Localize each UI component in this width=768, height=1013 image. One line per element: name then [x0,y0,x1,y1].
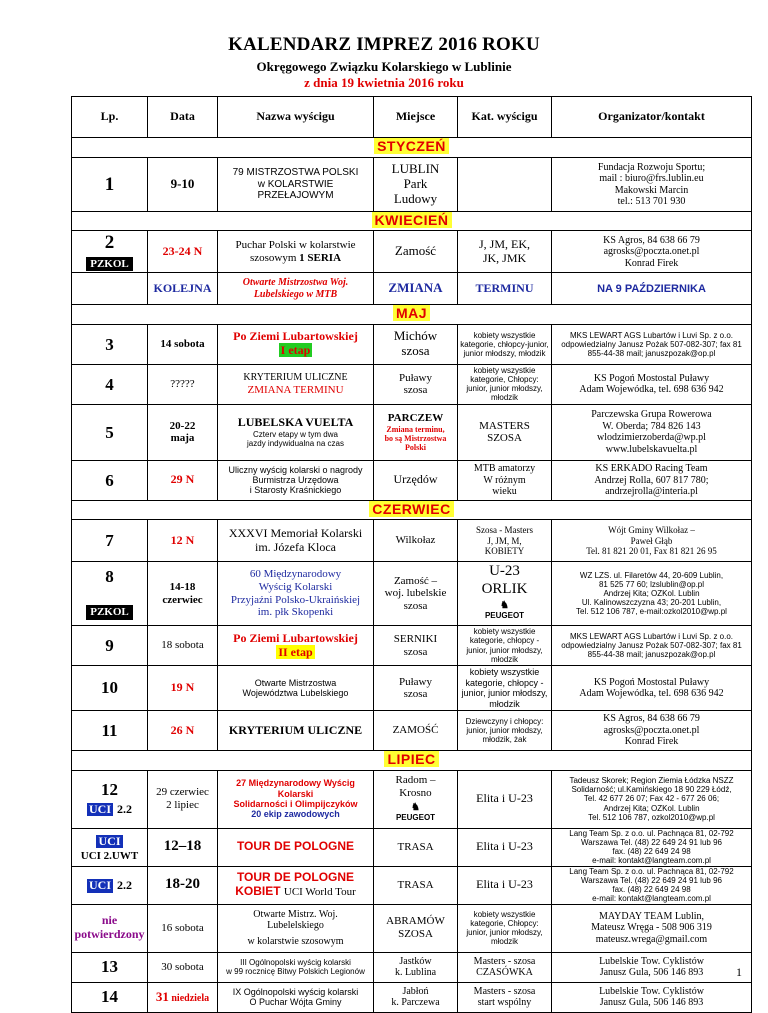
row-place: Michów szosa [374,324,458,364]
pzkol-badge: PZKOL [86,605,133,620]
row-date: 29 N [148,460,218,500]
page-subtitle: Okręgowego Związku Kolarskiego w Lublinie [256,59,512,74]
row-place: Puławy szosa [374,364,458,404]
date-line: z dnia 19 kwietnia 2016 roku [304,75,464,90]
row-org: MAYDAY TEAM Lublin, Mateusz Wręga - 508 906 319 mateusz.wrega@gmail.com [552,904,752,952]
row-place: ABRAMÓW SZOSA [374,904,458,952]
row-place: SERNIKI szosa [374,626,458,666]
row-org: KS Pogoń Mostostal Puławy Adam Wojewódka, tel. 698 636 942 [552,666,752,711]
header-kat: Kat. wyścigu [458,97,552,138]
row-place: Zamość – woj. lubelskie szosa [374,562,458,626]
row-date: KOLEJNA [148,273,218,305]
row-place: Radom – Krosno ♞ PEUGEOT [374,770,458,828]
row-name: KRYTERIUM ULICZNE [218,711,374,751]
row-org: MKS LEWART AGS Lubartów i Luvi Sp. z o.o. odpowiedzialny Janusz Pożak 507-082-307; fax 81 855-44-38 mail; januszpozak@op.pl [552,324,752,364]
table-row [72,828,752,866]
table-row [72,520,752,562]
row-lp: 7 [72,520,148,562]
row-org: Wójt Gminy Wilkołaz – Paweł Głąb Tel. 81 821 20 01, Fax 81 821 26 95 [552,520,752,562]
month-label: MAJ [393,305,430,321]
row-date: 18-20 [148,866,218,904]
pzkol-badge: PZKOL [86,257,133,272]
row-place: Wilkołaz [374,520,458,562]
row-name: III Ogólnopolski wyścig kolarski w 99 rocznicę Bitwy Polskich Legionów [218,952,374,982]
row-org: KS ERKADO Racing Team Andrzej Rolla, 607 817 780; andrzejrolla@interia.pl [552,460,752,500]
row-lp: 11 [72,711,148,751]
row-org: Lang Team Sp. z o.o. ul. Pachnąca 81, 02-792 Warszawa Tel. (48) 22 649 24 91 lub 96 fax. (48) 22 649 24 98 e-mail: kontakt@langteam.com.pl [552,866,752,904]
row-org: Lang Team Sp. z o.o. ul. Pachnąca 81, 02-792 Warszawa Tel. (48) 22 649 24 91 lub 96 fax. (48) 22 649 24 98 e-mail: kontakt@langteam.com.pl [552,828,752,866]
row-org: NA 9 PAŹDZIERNIKA [552,273,752,305]
row-org: KS Agros, 84 638 66 79 agrosks@poczta.onet.pl Konrad Firek [552,231,752,273]
table-row [72,404,752,460]
row-cat: MASTERS SZOSA [458,404,552,460]
row-org: WZ LZS. ul. Filaretów 44, 20-609 Lublin, 81 525 77 60; lzslublin@op.pl Andrzej Kita; OZKol. Lublin Ul. Kalinowszczyzna 43; 20-201 Lublin, Tel. 512 106 787, e-mail:ozkol2010@wp.pl [552,562,752,626]
table-row [72,460,752,500]
row-lp: UCI UCI 2.UWT [72,828,148,866]
month-label: LIPIEC [384,751,438,767]
table-row [72,952,752,982]
peugeot-logo: ♞ PEUGEOT [484,599,525,621]
row-org: Lubelskie Tow. Cyklistów Janusz Gula, 506 146 893 [552,952,752,982]
events-table [71,96,752,1013]
header-row [72,97,752,138]
uci-badge: UCI [98,833,121,848]
row-cat: Elita i U-23 [458,866,552,904]
row-date: 12–18 [148,828,218,866]
row-date: ????? [148,364,218,404]
row-place: PARCZEW Zmiana terminu, bo są Mistrzostwa Polski [374,404,458,460]
row-org: Tadeusz Skorek; Region Ziemia Łódzka NSZZ Solidarność; ul.Kamińskiego 18 90 229 Łódź, Tel. 42 677 26 07; Fax 42 - 677 26 06; Andrzej Kita; OZKol. Lublin Tel. 512 106 787, ozkol2010@wp.pl [552,770,752,828]
row-lp: 8 PZKOL [72,562,148,626]
row-org: MKS LEWART AGS Lubartów i Luvi Sp. z o.o. odpowiedzialny Janusz Pożak 507-082-307; fax 81 855-44-38 mail; januszpozak@op.pl [552,626,752,666]
row-cat: Masters - szosa CZASÓWKA [458,952,552,982]
row-date: 30 sobota [148,952,218,982]
table-row [72,364,752,404]
row-lp: UCI 2.2 [72,866,148,904]
row-place: Zamość [374,231,458,273]
row-cat: Szosa - Masters J, JM, M, KOBIETY [458,520,552,562]
row-cat: Elita i U-23 [458,770,552,828]
row-name: Otwarte Mistrzostwa Województwa Lubelskiego [218,666,374,711]
uci-badge: UCI [88,877,111,892]
row-lp: 9 [72,626,148,666]
peugeot-logo: ♞ PEUGEOT [395,801,436,823]
row-lp: 3 [72,324,148,364]
row-date: 20-22 maja [148,404,218,460]
table-row [72,158,752,212]
row-cat: Elita i U-23 [458,828,552,866]
row-date: 16 sobota [148,904,218,952]
row-lp: 4 [72,364,148,404]
row-cat: MTB amatorzy W różnym wieku [458,460,552,500]
row-cat: kobiety wszystkie kategorie, chłopcy-junior, junior młodszy, młodzik [458,324,552,364]
row-cat: Dziewczyny i chłopcy: junior, junior młodszy, młodzik, żak [458,711,552,751]
table-row [72,904,752,952]
table-row [72,982,752,1012]
row-lp: 13 [72,952,148,982]
row-lp: 10 [72,666,148,711]
row-date: 9-10 [148,158,218,212]
uci-badge: UCI [88,801,111,816]
table-row [72,866,752,904]
row-place: TRASA [374,866,458,904]
row-org: KS Pogoń Mostostal Puławy Adam Wojewódka, tel. 698 636 942 [552,364,752,404]
row-org: KS Agros, 84 638 66 79 agrosks@poczta.onet.pl Konrad Firek [552,711,752,751]
month-band [72,212,752,231]
row-lp: 5 [72,404,148,460]
row-date: 31 niedziela [148,982,218,1012]
row-cat: TERMINU [458,273,552,305]
row-name: TOUR DE POLOGNE [218,828,374,866]
row-name: 60 Międzynarodowy Wyścig Kolarski Przyjaźni Polsko-Ukraińskiej im. płk Skopenki [218,562,374,626]
table-row [72,770,752,828]
row-lp: 1 [72,158,148,212]
month-band [72,138,752,158]
month-label: KWIECIEŃ [372,212,452,228]
row-cat: U-23 ORLIK ♞ PEUGEOT [458,562,552,626]
table-row [72,666,752,711]
row-lp [72,273,148,305]
row-name: LUBELSKA VUELTA Czterv etapy w tym dwa jazdy indywidualna na czas [218,404,374,460]
row-place: LUBLIN Park Ludowy [374,158,458,212]
row-place: Jabłoń k. Parczewa [374,982,458,1012]
row-name: Uliczny wyścig kolarski o nagrody Burmistrza Urzędowa i Starosty Kraśnickiego [218,460,374,500]
month-label: CZERWIEC [369,501,453,517]
header-data: Data [148,97,218,138]
row-place: ZMIANA [374,273,458,305]
row-place: Jastków k. Lublina [374,952,458,982]
row-lp: 14 [72,982,148,1012]
table-row [72,273,752,305]
row-name: XXXVI Memoriał Kolarski im. Józefa Kloca [218,520,374,562]
row-date: 19 N [148,666,218,711]
row-org: Fundacja Rozwoju Sportu; mail : biuro@frs.lublin.eu Makowski Marcin tel.: 513 701 930 [552,158,752,212]
row-lp: 2 PZKOL [72,231,148,273]
row-place: Urzędów [374,460,458,500]
header-org: Organizator/kontakt [552,97,752,138]
row-cat: kobiety wszystkie kategorie, chłopcy - junior, junior młodszy, młodzik [458,626,552,666]
row-name: TOUR DE POLOGNE KOBIET UCI World Tour [218,866,374,904]
header-miejsce: Miejsce [374,97,458,138]
row-cat: kobiety wszystkie kategorie, Chłopcy: junior, junior młodszy, młodzik [458,904,552,952]
row-cat: kobiety wszystkie kategorie, chłopcy - junior, junior młodszy, młodzik [458,666,552,711]
row-cat: kobiety wszystkie kategorie, Chłopcy: junior, junior młodszy, młodzik [458,364,552,404]
row-org: Parczewska Grupa Rowerowa W. Oberda; 784 826 143 wlodzimierzoberda@wp.pl www.lubelskavuelta.pl [552,404,752,460]
row-lp: nie potwierdzony [72,904,148,952]
row-name: IX Ogólnopolski wyścig kolarski O Puchar Wójta Gminy [218,982,374,1012]
table-row [72,562,752,626]
row-name: KRYTERIUM ULICZNE ZMIANA TERMINU [218,364,374,404]
page-title: KALENDARZ IMPREZ 2016 ROKU [228,34,540,55]
row-name: Po Ziemi Lubartowskiej I etap [218,324,374,364]
row-date: 18 sobota [148,626,218,666]
row-place: TRASA [374,828,458,866]
month-band [72,751,752,770]
header-lp: Lp. [72,97,148,138]
row-name: Po Ziemi Lubartowskiej II etap [218,626,374,666]
row-name: Otwarte Mistrzostwa Woj. Lubelskiego w MTB [218,273,374,305]
row-cat: J, JM, EK, JK, JMK [458,231,552,273]
row-org: Lubelskie Tow. Cyklistów Janusz Gula, 506 146 893 [552,982,752,1012]
month-label: STYCZEŃ [374,138,449,154]
header-nazwa: Nazwa wyścigu [218,97,374,138]
row-lp: 6 [72,460,148,500]
row-date: 14-18 czerwiec [148,562,218,626]
table-row [72,711,752,751]
row-date: 29 czerwiec 2 lipiec [148,770,218,828]
row-name: 27 Międzynarodowy Wyścig Kolarski Solidarności i Olimpijczyków 20 ekip zawodowych [218,770,374,828]
row-date: 14 sobota [148,324,218,364]
page-number: 1 [736,965,742,979]
table-row [72,231,752,273]
row-lp: 12 UCI 2.2 [72,770,148,828]
row-place: Puławy szosa [374,666,458,711]
row-name: Otwarte Mistrz. Woj. Lubelelskiego w kolarstwie szosowym [218,904,374,952]
row-cat: Masters - szosa start wspólny [458,982,552,1012]
table-row [72,324,752,364]
row-place: ZAMOŚĆ [374,711,458,751]
month-band [72,500,752,519]
row-cat [458,158,552,212]
row-date: 12 N [148,520,218,562]
row-name: Puchar Polski w kolarstwie szosowym 1 SERIA [218,231,374,273]
row-name: 79 MISTRZOSTWA POLSKI w KOLARSTWIE PRZEŁAJOWYM [218,158,374,212]
row-date: 26 N [148,711,218,751]
month-band [72,305,752,324]
table-row [72,626,752,666]
row-date: 23-24 N [148,231,218,273]
